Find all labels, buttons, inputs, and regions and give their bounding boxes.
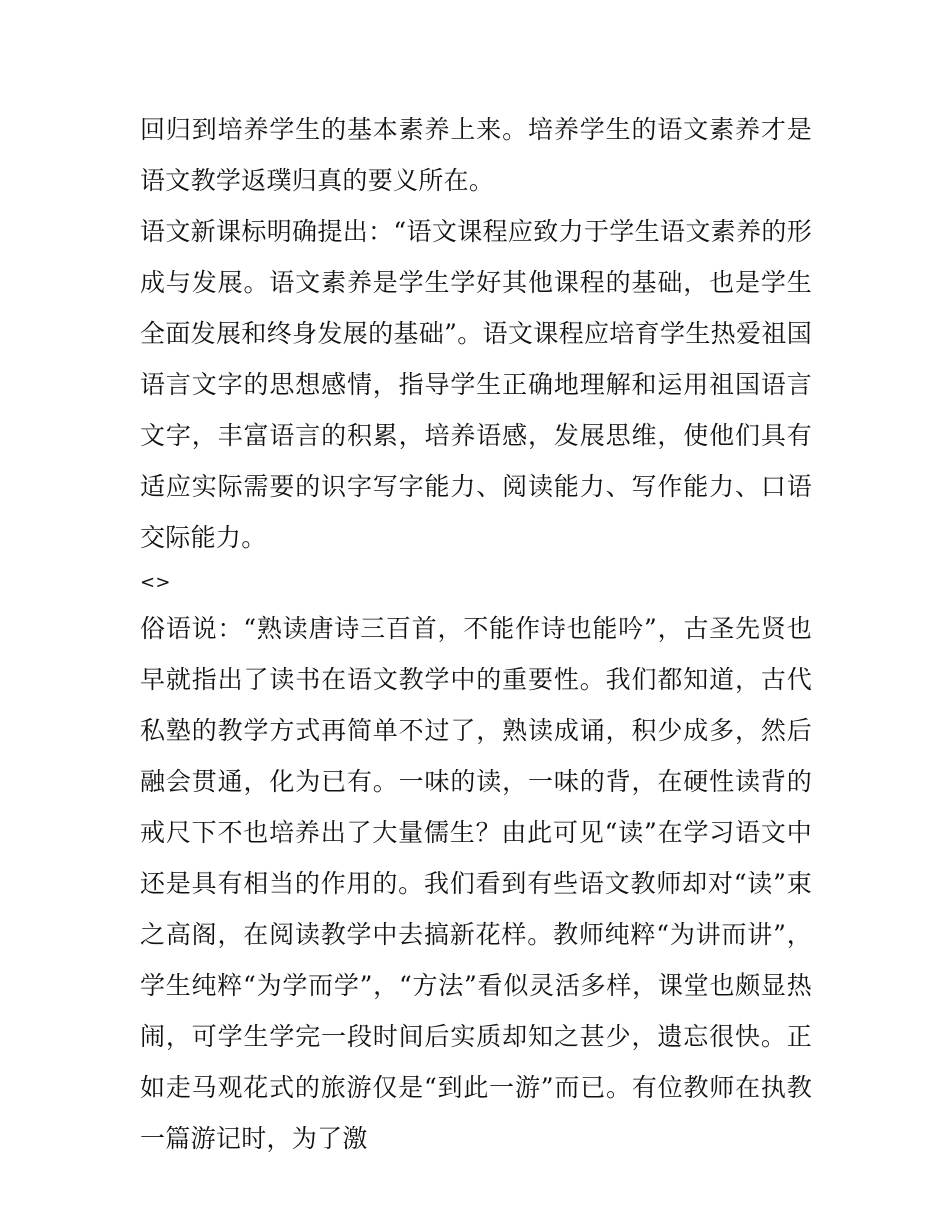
- document-body: [140, 104, 812, 1164]
- paragraph-3: 俗语说：“熟读唐诗三百首，不能作诗也能吟”，古圣先贤也早就指出了读书在语文教学中的重要性。我们都知道，古代私塾的教学方式再简单不过了，熟读成诵，积少成多，然后融会贯通，化为已有。一味的读，一味的背，在硬性读背的戒尺下不也培养出了大量儒生？由此可见“读”在学习语文中还是具有相当的作用的。我们看到有些语文教师却对“读”束之高阁，在阅读教学中去搞新花样。教师纯粹“为讲而讲”，学生纯粹“为学而学”，“方法”看似灵活多样，课堂也颇显热闹，可学生学完一段时间后实质却知之甚少，遗忘很快。正如走马观花式的旅游仅是“到此一游”而已。有位教师在执教一篇游记时，为了激: [140, 614, 812, 1153]
- paragraph-1: 回归到培养学生的基本素养上来。培养学生的语文素养才是语文教学返璞归真的要义所在。: [140, 115, 812, 195]
- section-marker: <>: [140, 572, 171, 593]
- paragraph-2: 语文新课标明确提出：“语文课程应致力于学生语文素养的形成与发展。语文素养是学生学好其他课程的基础，也是学生全面发展和终身发展的基础”。语文课程应培育学生热爱祖国语言文字的思想感情，指导学生正确地理解和运用祖国语言文字，丰富语言的积累，培养语感，发展思维，使他们具有适应实际需要的识字写字能力、阅读能力、写作能力、口语交际能力。: [140, 217, 812, 552]
